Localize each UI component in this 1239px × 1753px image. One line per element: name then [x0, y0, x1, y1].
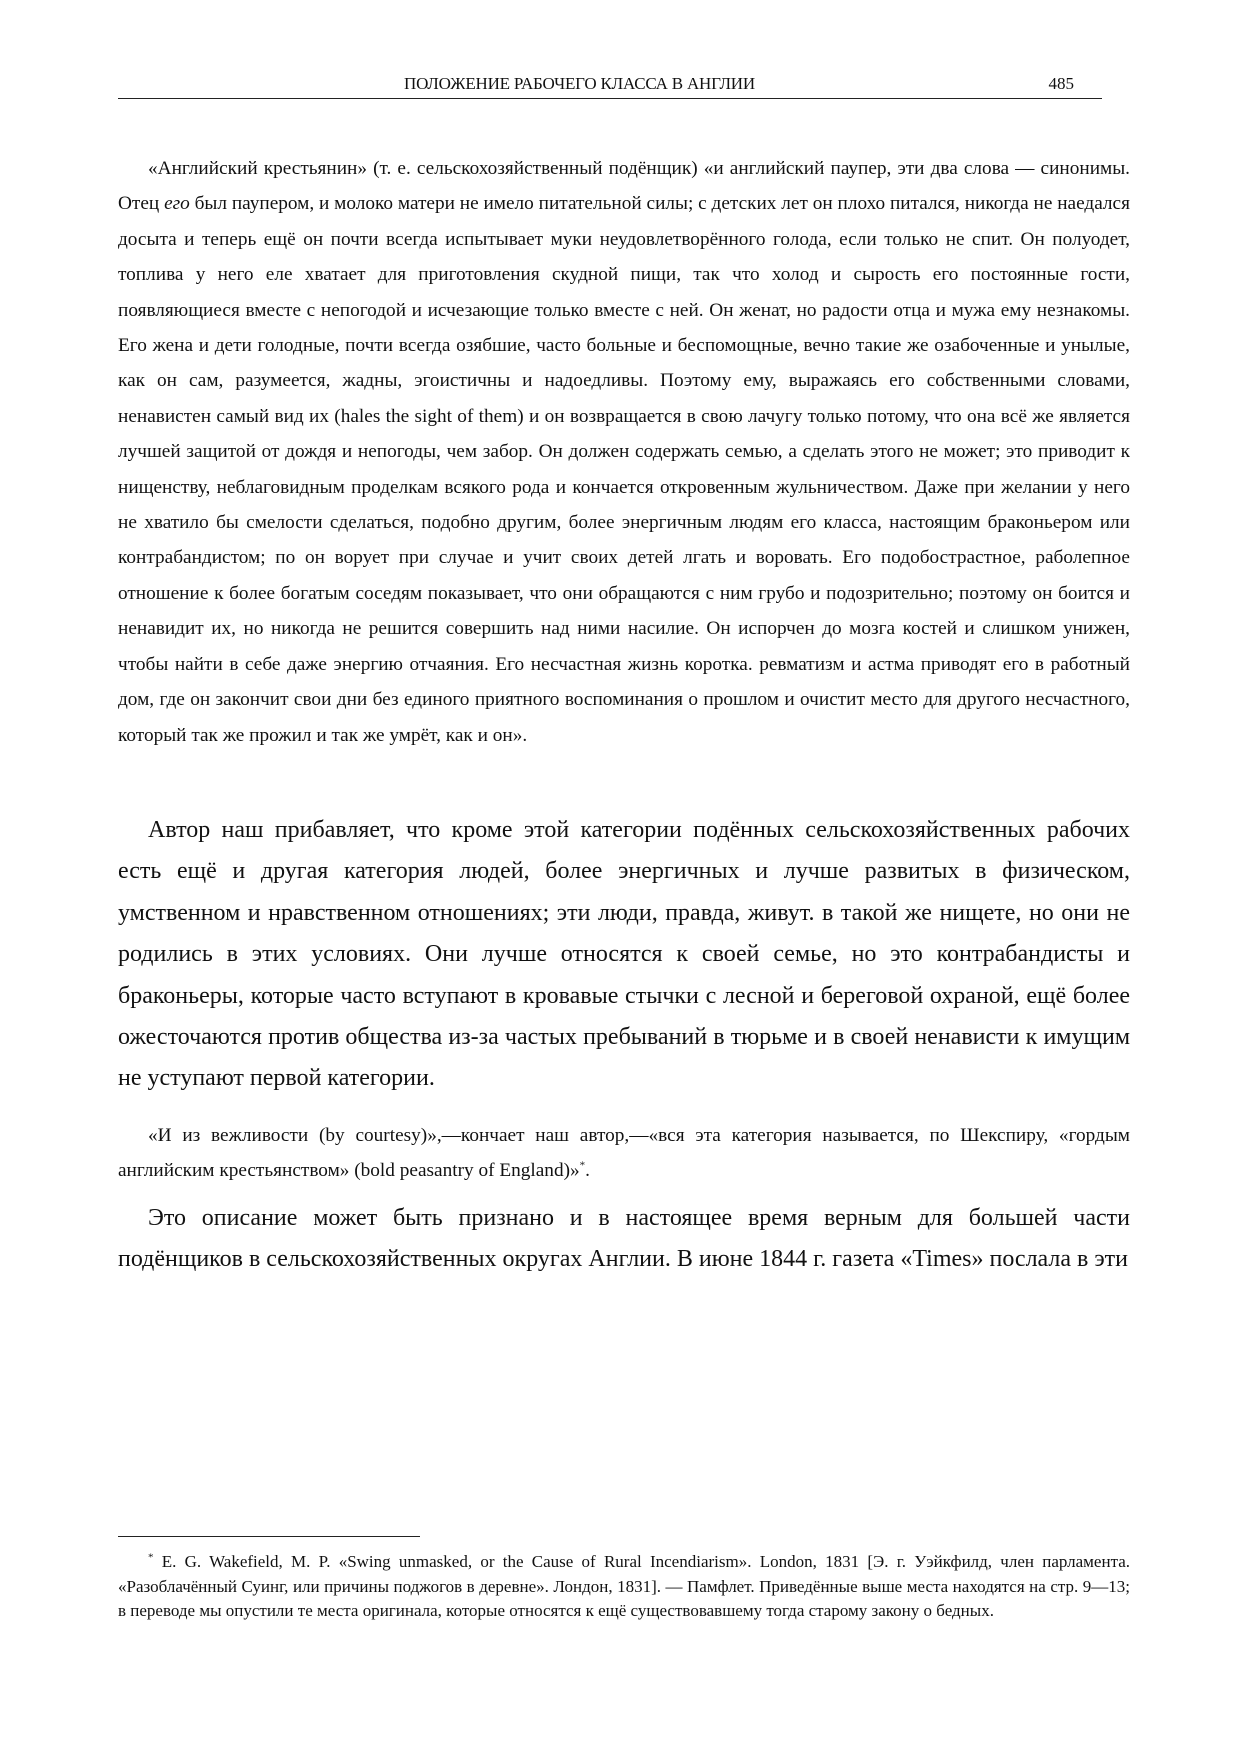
footnote-text: E. G. Wakefield, M. P. «Swing unmasked, or the Cause of Rural Incendiarism». London, 1831 [Э. г. Уэйкфилд, член парламента. «Разоблачённый Суинг, или причины поджогов в деревне». Лондон, 1831]. — Памфлет. Приведённые выше места находятся на стр. 9—13; в переводе мы опустили те места оригинала, которые относятся к ещё существовавшему тогда старому закону о бедных.	[118, 1552, 1130, 1620]
author-paragraph-text: Автор наш прибавляет, что кроме этой категории подённых сельскохозяйственных рабочих есть ещё и другая категория людей, более энергичных и лучше развитых в физическом, умственном и нравственном отношениях; эти люди, правда, живут. в такой же нищете, но они не родились в этих условиях. Они лучше относятся к своей семье, но это контрабандисты и браконьеры, которые часто вступают в кровавые стычки с лесной и береговой охраной, ещё более ожесточаются против общества из-за частых пребываний в тюрьме и в своей ненависти к имущим не уступают первой категории.	[118, 817, 1130, 1092]
closing-paragraph-text: Это описание может быть признано и в настоящее время верным для большей части подёнщиков в сельскохозяйственных округах Англии. В июне 1844 г. газета «Times» послала в эти	[118, 1205, 1130, 1273]
footnote-mark: *	[148, 1551, 154, 1564]
footnote-reference[interactable]: *	[579, 1159, 586, 1172]
quote-text-a: «Английский крестьянин» (т. е. сельскохозяйственный подёнщик) «и английский паупер, эти два слова — синонимы. Отец	[118, 158, 1130, 215]
quote-text-b: был паупером, и молоко матери не имело питательной силы; с детских лет он плохо питался, никогда не наедался досыта и теперь ещё он почти всегда испытывает муки неудовлетворённого голода, если только не спит. Он полуодет, топлива у него еле хватает для приготовления скудной пищи, так что холод и сырость его постоянные гости, появляющиеся вместе с непогодой и исчезающие только вместе с ней. Он женат, но радости отца и мужа ему незнакомы. Его жена и дети голодные, почти всегда озябшие, часто больные и беспомощные, вечно такие же озабоченные и унылые, как он сам, разумеется, жадны, эгоистичны и надоедливы. Поэтому ему, выражаясь его собственными словами, ненавистен самый вид их (hales the sight of them) и он возвращается в свою лачугу только потому, что она всё же является лучшей защитой от дождя и непогоды, чем забор. Он должен содержать семью, а сделать этого не может; это приводит к нищенству, неблаговидным проделкам всякого рода и кончается откровенным жульничеством. Даже при желании у него не хватило бы смелости сделаться, подобно другим, более энергичным людям его класса, настоящим браконьером или контрабандистом; по он ворует при случае и учит своих детей лгать и воровать. Его подобострастное, раболепное отношение к более богатым соседям показывает, что они обращаются с ним грубо и подозрительно; поэтому он боится и ненавидит их, но никогда не решится совершить над ними насилие. Он испорчен до мозга костей и слишком унижен, чтобы найти в себе даже энергию отчаяния. Его несчастная жизнь коротка. ревматизм и астма приводят его в работный дом, где он закончит свои дни без единого приятного воспоминания о прошлом и очистит место для другого несчастного, который так же прожил и так же умрёт, как и он».	[118, 193, 1130, 746]
page-number: 485	[1048, 74, 1074, 93]
closing-paragraph	[118, 1198, 1130, 1281]
emphasis-word: его	[164, 193, 190, 215]
courtesy-paragraph	[118, 1118, 1130, 1189]
author-paragraph	[118, 810, 1130, 1100]
footnote-divider	[118, 1536, 420, 1537]
courtesy-end: .	[585, 1160, 590, 1182]
quote-paragraph	[118, 151, 1130, 753]
courtesy-text: «И из вежливости (by courtesy)»,—кончает наш автор,—«вся эта категория называется, по Шекспиру, «гордым английским крестьянством» (bold peasantry of England)»	[118, 1125, 1130, 1182]
footnote	[118, 1550, 1130, 1624]
page-header	[118, 70, 1102, 99]
running-title: ПОЛОЖЕНИЕ РАБОЧЕГО КЛАССА В АНГЛИИ	[404, 74, 755, 93]
